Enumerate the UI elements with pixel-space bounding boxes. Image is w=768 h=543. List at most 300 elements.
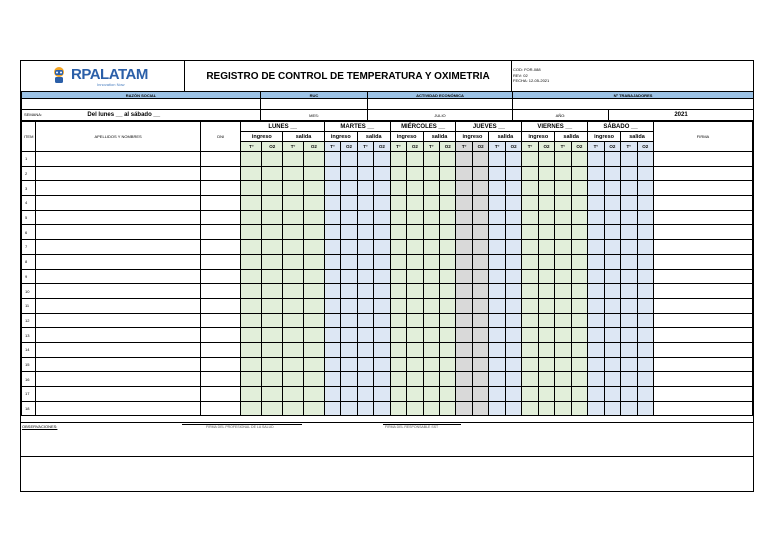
oxygen-cell[interactable] [374, 196, 390, 211]
oxygen-cell[interactable] [341, 152, 357, 167]
temperature-cell[interactable] [241, 372, 262, 387]
temperature-cell[interactable] [390, 225, 406, 240]
temperature-cell[interactable] [588, 342, 604, 357]
temperature-cell[interactable] [489, 152, 505, 167]
temperature-cell[interactable] [241, 181, 262, 196]
dni-cell[interactable] [200, 298, 241, 313]
oxygen-cell[interactable] [304, 357, 325, 372]
temperature-cell[interactable] [357, 210, 373, 225]
oxygen-cell[interactable] [472, 342, 488, 357]
oxygen-cell[interactable] [440, 254, 456, 269]
oxygen-cell[interactable] [472, 298, 488, 313]
name-cell[interactable] [36, 284, 201, 299]
temperature-cell[interactable] [522, 269, 538, 284]
temperature-cell[interactable] [522, 313, 538, 328]
temperature-cell[interactable] [357, 196, 373, 211]
temperature-cell[interactable] [456, 225, 472, 240]
oxygen-cell[interactable] [637, 357, 653, 372]
oxygen-cell[interactable] [440, 210, 456, 225]
dni-cell[interactable] [200, 357, 241, 372]
oxygen-cell[interactable] [472, 284, 488, 299]
temperature-cell[interactable] [489, 357, 505, 372]
oxygen-cell[interactable] [571, 401, 587, 416]
signature-cell[interactable] [653, 298, 752, 313]
oxygen-cell[interactable] [440, 401, 456, 416]
temperature-cell[interactable] [390, 342, 406, 357]
oxygen-cell[interactable] [304, 328, 325, 343]
oxygen-cell[interactable] [407, 225, 423, 240]
signature-cell[interactable] [653, 196, 752, 211]
oxygen-cell[interactable] [538, 210, 554, 225]
oxygen-cell[interactable] [440, 313, 456, 328]
oxygen-cell[interactable] [538, 181, 554, 196]
temperature-cell[interactable] [241, 328, 262, 343]
temperature-cell[interactable] [588, 166, 604, 181]
temperature-cell[interactable] [522, 372, 538, 387]
oxygen-cell[interactable] [637, 372, 653, 387]
dni-cell[interactable] [200, 240, 241, 255]
temperature-cell[interactable] [456, 284, 472, 299]
oxygen-cell[interactable] [505, 181, 521, 196]
oxygen-cell[interactable] [262, 328, 283, 343]
temperature-cell[interactable] [283, 387, 304, 402]
temperature-cell[interactable] [555, 254, 571, 269]
name-cell[interactable] [36, 357, 201, 372]
oxygen-cell[interactable] [505, 298, 521, 313]
name-cell[interactable] [36, 401, 201, 416]
oxygen-cell[interactable] [374, 401, 390, 416]
oxygen-cell[interactable] [538, 387, 554, 402]
temperature-cell[interactable] [522, 298, 538, 313]
temperature-cell[interactable] [324, 372, 340, 387]
dni-cell[interactable] [200, 166, 241, 181]
dni-cell[interactable] [200, 342, 241, 357]
oxygen-cell[interactable] [637, 298, 653, 313]
temperature-cell[interactable] [621, 313, 637, 328]
temperature-cell[interactable] [522, 357, 538, 372]
oxygen-cell[interactable] [505, 254, 521, 269]
oxygen-cell[interactable] [440, 298, 456, 313]
oxygen-cell[interactable] [304, 313, 325, 328]
oxygen-cell[interactable] [538, 342, 554, 357]
temperature-cell[interactable] [241, 210, 262, 225]
temperature-cell[interactable] [621, 225, 637, 240]
temperature-cell[interactable] [324, 240, 340, 255]
temperature-cell[interactable] [489, 372, 505, 387]
temperature-cell[interactable] [283, 298, 304, 313]
signature-cell[interactable] [653, 372, 752, 387]
temperature-cell[interactable] [357, 284, 373, 299]
temperature-cell[interactable] [390, 372, 406, 387]
temperature-cell[interactable] [588, 328, 604, 343]
temperature-cell[interactable] [555, 181, 571, 196]
oxygen-cell[interactable] [604, 387, 620, 402]
temperature-cell[interactable] [489, 328, 505, 343]
temperature-cell[interactable] [241, 240, 262, 255]
oxygen-cell[interactable] [538, 225, 554, 240]
name-cell[interactable] [36, 152, 201, 167]
temperature-cell[interactable] [456, 313, 472, 328]
temperature-cell[interactable] [522, 254, 538, 269]
temperature-cell[interactable] [555, 269, 571, 284]
oxygen-cell[interactable] [637, 269, 653, 284]
temperature-cell[interactable] [423, 196, 439, 211]
temperature-cell[interactable] [241, 401, 262, 416]
oxygen-cell[interactable] [407, 328, 423, 343]
oxygen-cell[interactable] [637, 401, 653, 416]
temperature-cell[interactable] [555, 152, 571, 167]
signature-cell[interactable] [653, 210, 752, 225]
oxygen-cell[interactable] [505, 210, 521, 225]
temperature-cell[interactable] [357, 240, 373, 255]
temperature-cell[interactable] [357, 313, 373, 328]
oxygen-cell[interactable] [637, 387, 653, 402]
oxygen-cell[interactable] [604, 240, 620, 255]
oxygen-cell[interactable] [304, 240, 325, 255]
name-cell[interactable] [36, 372, 201, 387]
oxygen-cell[interactable] [505, 357, 521, 372]
oxygen-cell[interactable] [604, 210, 620, 225]
signature-cell[interactable] [653, 166, 752, 181]
oxygen-cell[interactable] [604, 372, 620, 387]
oxygen-cell[interactable] [472, 166, 488, 181]
temperature-cell[interactable] [456, 254, 472, 269]
oxygen-cell[interactable] [538, 298, 554, 313]
temperature-cell[interactable] [423, 210, 439, 225]
signature-cell[interactable] [653, 387, 752, 402]
temperature-cell[interactable] [324, 152, 340, 167]
temperature-cell[interactable] [588, 269, 604, 284]
oxygen-cell[interactable] [407, 240, 423, 255]
temperature-cell[interactable] [489, 313, 505, 328]
oxygen-cell[interactable] [440, 284, 456, 299]
temperature-cell[interactable] [390, 166, 406, 181]
temperature-cell[interactable] [357, 357, 373, 372]
temperature-cell[interactable] [621, 401, 637, 416]
temperature-cell[interactable] [489, 254, 505, 269]
temperature-cell[interactable] [283, 225, 304, 240]
oxygen-cell[interactable] [440, 342, 456, 357]
oxygen-cell[interactable] [374, 269, 390, 284]
dni-cell[interactable] [200, 181, 241, 196]
oxygen-cell[interactable] [374, 254, 390, 269]
oxygen-cell[interactable] [341, 269, 357, 284]
name-cell[interactable] [36, 240, 201, 255]
oxygen-cell[interactable] [304, 284, 325, 299]
oxygen-cell[interactable] [304, 210, 325, 225]
oxygen-cell[interactable] [571, 269, 587, 284]
temperature-cell[interactable] [423, 357, 439, 372]
temperature-cell[interactable] [588, 401, 604, 416]
oxygen-cell[interactable] [374, 298, 390, 313]
oxygen-cell[interactable] [472, 210, 488, 225]
oxygen-cell[interactable] [262, 357, 283, 372]
oxygen-cell[interactable] [505, 152, 521, 167]
temperature-cell[interactable] [241, 284, 262, 299]
oxygen-cell[interactable] [571, 357, 587, 372]
signature-cell[interactable] [653, 284, 752, 299]
temperature-cell[interactable] [555, 372, 571, 387]
oxygen-cell[interactable] [505, 284, 521, 299]
temperature-cell[interactable] [423, 372, 439, 387]
oxygen-cell[interactable] [440, 166, 456, 181]
signature-cell[interactable] [653, 401, 752, 416]
oxygen-cell[interactable] [262, 401, 283, 416]
oxygen-cell[interactable] [262, 196, 283, 211]
dni-cell[interactable] [200, 196, 241, 211]
oxygen-cell[interactable] [374, 210, 390, 225]
signature-cell[interactable] [653, 328, 752, 343]
oxygen-cell[interactable] [374, 357, 390, 372]
temperature-cell[interactable] [357, 152, 373, 167]
temperature-cell[interactable] [241, 196, 262, 211]
temperature-cell[interactable] [283, 401, 304, 416]
oxygen-cell[interactable] [538, 240, 554, 255]
temperature-cell[interactable] [621, 166, 637, 181]
temperature-cell[interactable] [522, 401, 538, 416]
oxygen-cell[interactable] [407, 196, 423, 211]
temperature-cell[interactable] [456, 181, 472, 196]
oxygen-cell[interactable] [341, 298, 357, 313]
temperature-cell[interactable] [324, 181, 340, 196]
temperature-cell[interactable] [357, 401, 373, 416]
temperature-cell[interactable] [283, 313, 304, 328]
temperature-cell[interactable] [423, 298, 439, 313]
temperature-cell[interactable] [283, 152, 304, 167]
temperature-cell[interactable] [390, 298, 406, 313]
oxygen-cell[interactable] [262, 284, 283, 299]
signature-cell[interactable] [653, 313, 752, 328]
oxygen-cell[interactable] [472, 313, 488, 328]
oxygen-cell[interactable] [472, 269, 488, 284]
temperature-cell[interactable] [283, 240, 304, 255]
signature-cell[interactable] [653, 152, 752, 167]
oxygen-cell[interactable] [571, 225, 587, 240]
temperature-cell[interactable] [357, 181, 373, 196]
temperature-cell[interactable] [621, 387, 637, 402]
name-cell[interactable] [36, 196, 201, 211]
temperature-cell[interactable] [357, 225, 373, 240]
temperature-cell[interactable] [423, 152, 439, 167]
oxygen-cell[interactable] [304, 196, 325, 211]
oxygen-cell[interactable] [262, 152, 283, 167]
oxygen-cell[interactable] [407, 387, 423, 402]
temperature-cell[interactable] [456, 240, 472, 255]
oxygen-cell[interactable] [262, 254, 283, 269]
oxygen-cell[interactable] [374, 240, 390, 255]
temperature-cell[interactable] [390, 284, 406, 299]
temperature-cell[interactable] [456, 342, 472, 357]
temperature-cell[interactable] [588, 196, 604, 211]
dni-cell[interactable] [200, 387, 241, 402]
oxygen-cell[interactable] [304, 342, 325, 357]
oxygen-cell[interactable] [304, 225, 325, 240]
dni-cell[interactable] [200, 210, 241, 225]
signature-cell[interactable] [653, 254, 752, 269]
oxygen-cell[interactable] [505, 196, 521, 211]
temperature-cell[interactable] [283, 210, 304, 225]
oxygen-cell[interactable] [407, 181, 423, 196]
signature-cell[interactable] [653, 357, 752, 372]
oxygen-cell[interactable] [440, 372, 456, 387]
oxygen-cell[interactable] [538, 284, 554, 299]
oxygen-cell[interactable] [538, 401, 554, 416]
oxygen-cell[interactable] [472, 357, 488, 372]
temperature-cell[interactable] [423, 328, 439, 343]
temperature-cell[interactable] [588, 254, 604, 269]
temperature-cell[interactable] [390, 152, 406, 167]
oxygen-cell[interactable] [505, 372, 521, 387]
temperature-cell[interactable] [357, 254, 373, 269]
temperature-cell[interactable] [241, 357, 262, 372]
oxygen-cell[interactable] [571, 298, 587, 313]
temperature-cell[interactable] [324, 298, 340, 313]
temperature-cell[interactable] [522, 240, 538, 255]
oxygen-cell[interactable] [637, 225, 653, 240]
temperature-cell[interactable] [390, 387, 406, 402]
oxygen-cell[interactable] [374, 166, 390, 181]
oxygen-cell[interactable] [262, 240, 283, 255]
oxygen-cell[interactable] [538, 313, 554, 328]
signature-cell[interactable] [653, 225, 752, 240]
oxygen-cell[interactable] [304, 166, 325, 181]
temperature-cell[interactable] [555, 328, 571, 343]
oxygen-cell[interactable] [472, 196, 488, 211]
dni-cell[interactable] [200, 284, 241, 299]
temperature-cell[interactable] [555, 196, 571, 211]
oxygen-cell[interactable] [407, 298, 423, 313]
oxygen-cell[interactable] [407, 269, 423, 284]
temperature-cell[interactable] [489, 269, 505, 284]
temperature-cell[interactable] [489, 240, 505, 255]
oxygen-cell[interactable] [538, 328, 554, 343]
temperature-cell[interactable] [621, 254, 637, 269]
temperature-cell[interactable] [621, 284, 637, 299]
temperature-cell[interactable] [555, 284, 571, 299]
temperature-cell[interactable] [522, 196, 538, 211]
signature-cell[interactable] [653, 342, 752, 357]
temperature-cell[interactable] [588, 152, 604, 167]
oxygen-cell[interactable] [604, 254, 620, 269]
oxygen-cell[interactable] [341, 313, 357, 328]
oxygen-cell[interactable] [571, 284, 587, 299]
oxygen-cell[interactable] [571, 181, 587, 196]
oxygen-cell[interactable] [341, 284, 357, 299]
temperature-cell[interactable] [390, 328, 406, 343]
temperature-cell[interactable] [423, 269, 439, 284]
oxygen-cell[interactable] [374, 342, 390, 357]
temperature-cell[interactable] [390, 254, 406, 269]
temperature-cell[interactable] [283, 328, 304, 343]
oxygen-cell[interactable] [571, 328, 587, 343]
temperature-cell[interactable] [423, 387, 439, 402]
temperature-cell[interactable] [522, 210, 538, 225]
temperature-cell[interactable] [423, 313, 439, 328]
oxygen-cell[interactable] [440, 357, 456, 372]
oxygen-cell[interactable] [440, 225, 456, 240]
mes-value[interactable]: JULIO [368, 110, 513, 121]
oxygen-cell[interactable] [505, 401, 521, 416]
oxygen-cell[interactable] [505, 342, 521, 357]
temperature-cell[interactable] [588, 181, 604, 196]
oxygen-cell[interactable] [637, 196, 653, 211]
name-cell[interactable] [36, 166, 201, 181]
temperature-cell[interactable] [456, 387, 472, 402]
temperature-cell[interactable] [390, 401, 406, 416]
oxygen-cell[interactable] [407, 152, 423, 167]
oxygen-cell[interactable] [571, 196, 587, 211]
temperature-cell[interactable] [283, 254, 304, 269]
temperature-cell[interactable] [555, 225, 571, 240]
name-cell[interactable] [36, 328, 201, 343]
oxygen-cell[interactable] [440, 328, 456, 343]
temperature-cell[interactable] [241, 269, 262, 284]
oxygen-cell[interactable] [374, 225, 390, 240]
temperature-cell[interactable] [241, 225, 262, 240]
temperature-cell[interactable] [423, 166, 439, 181]
temperature-cell[interactable] [283, 269, 304, 284]
temperature-cell[interactable] [324, 225, 340, 240]
temperature-cell[interactable] [324, 313, 340, 328]
temperature-cell[interactable] [283, 196, 304, 211]
oxygen-cell[interactable] [472, 152, 488, 167]
temperature-cell[interactable] [390, 269, 406, 284]
oxygen-cell[interactable] [637, 210, 653, 225]
temperature-cell[interactable] [621, 196, 637, 211]
oxygen-cell[interactable] [440, 181, 456, 196]
oxygen-cell[interactable] [637, 254, 653, 269]
oxygen-cell[interactable] [637, 284, 653, 299]
temperature-cell[interactable] [390, 313, 406, 328]
temperature-cell[interactable] [357, 342, 373, 357]
temperature-cell[interactable] [456, 152, 472, 167]
dni-cell[interactable] [200, 225, 241, 240]
temperature-cell[interactable] [621, 152, 637, 167]
oxygen-cell[interactable] [262, 342, 283, 357]
oxygen-cell[interactable] [604, 166, 620, 181]
temperature-cell[interactable] [324, 328, 340, 343]
temperature-cell[interactable] [423, 284, 439, 299]
signature-cell[interactable] [653, 240, 752, 255]
oxygen-cell[interactable] [407, 313, 423, 328]
dni-cell[interactable] [200, 269, 241, 284]
temperature-cell[interactable] [283, 181, 304, 196]
oxygen-cell[interactable] [374, 152, 390, 167]
temperature-cell[interactable] [283, 166, 304, 181]
oxygen-cell[interactable] [440, 152, 456, 167]
oxygen-cell[interactable] [407, 210, 423, 225]
dni-cell[interactable] [200, 152, 241, 167]
oxygen-cell[interactable] [341, 254, 357, 269]
temperature-cell[interactable] [522, 328, 538, 343]
dni-cell[interactable] [200, 401, 241, 416]
oxygen-cell[interactable] [262, 181, 283, 196]
oxygen-cell[interactable] [505, 269, 521, 284]
oxygen-cell[interactable] [505, 328, 521, 343]
dni-cell[interactable] [200, 254, 241, 269]
temperature-cell[interactable] [456, 166, 472, 181]
actividad-field[interactable] [368, 99, 513, 110]
temperature-cell[interactable] [522, 225, 538, 240]
temperature-cell[interactable] [621, 328, 637, 343]
oxygen-cell[interactable] [571, 372, 587, 387]
temperature-cell[interactable] [588, 240, 604, 255]
oxygen-cell[interactable] [262, 313, 283, 328]
temperature-cell[interactable] [621, 298, 637, 313]
temperature-cell[interactable] [489, 196, 505, 211]
temperature-cell[interactable] [621, 342, 637, 357]
oxygen-cell[interactable] [538, 152, 554, 167]
